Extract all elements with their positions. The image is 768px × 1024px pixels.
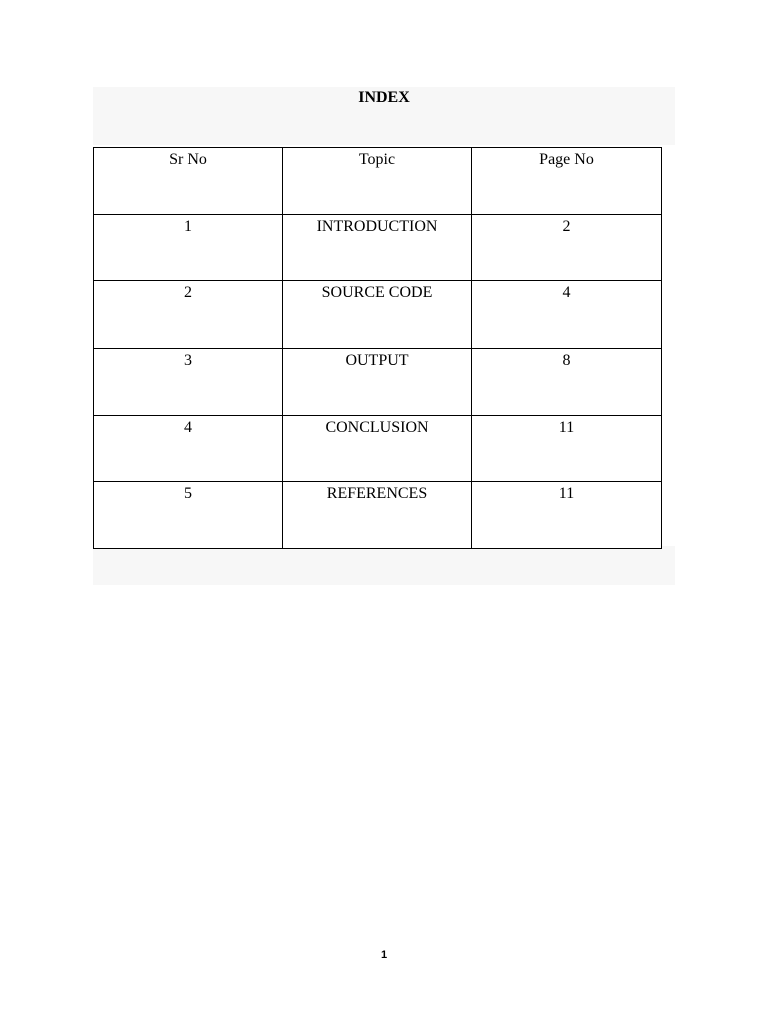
topic-cell: OUTPUT [283, 349, 472, 416]
table-row [94, 215, 662, 281]
topic-cell: INTRODUCTION [283, 215, 472, 281]
sr-no-cell: 1 [94, 215, 283, 281]
topic-cell: CONCLUSION [283, 416, 472, 482]
page-no-cell: 11 [472, 482, 662, 549]
topic-cell: SOURCE CODE [283, 281, 472, 349]
sr-no-cell: 4 [94, 416, 283, 482]
sr-no-cell: 5 [94, 482, 283, 549]
table-row [94, 349, 662, 416]
table-row [94, 482, 662, 549]
header-topic: Topic [283, 148, 472, 215]
table-header-row [94, 148, 662, 215]
page-no-cell: 2 [472, 215, 662, 281]
page-number: 1 [380, 949, 388, 961]
topic-cell: REFERENCES [283, 482, 472, 549]
page-no-cell: 8 [472, 349, 662, 416]
page-no-cell: 4 [472, 281, 662, 349]
header-page-no: Page No [472, 148, 662, 215]
header-sr-no: Sr No [94, 148, 283, 215]
sr-no-cell: 3 [94, 349, 283, 416]
page-title: INDEX [358, 89, 410, 106]
table-row [94, 281, 662, 349]
page-no-cell: 11 [472, 416, 662, 482]
footer-band [93, 546, 675, 585]
index-table [93, 147, 662, 549]
sr-no-cell: 2 [94, 281, 283, 349]
table-row [94, 416, 662, 482]
